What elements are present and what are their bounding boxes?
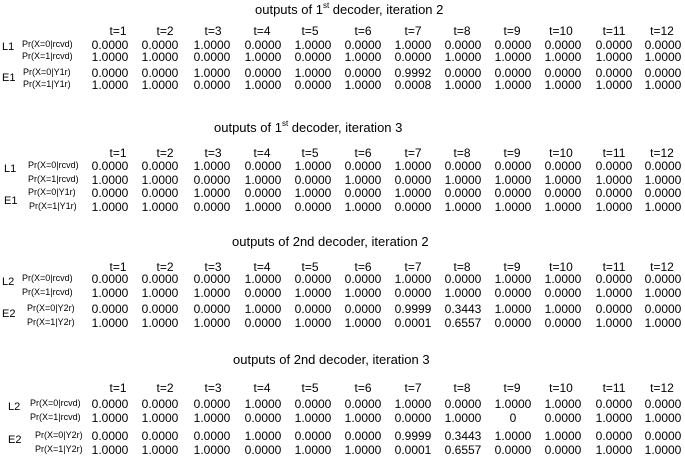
group-label: E2 xyxy=(2,308,16,320)
probability-value: 1.0000 xyxy=(244,200,282,214)
time-step-header: t=2 xyxy=(156,146,174,160)
probability-value: 0.0000 xyxy=(344,186,382,200)
time-step-header: t=8 xyxy=(453,381,471,395)
probability-value: 1.0000 xyxy=(544,50,582,64)
time-step-header: t=3 xyxy=(204,260,222,274)
probability-value: 0.0000 xyxy=(244,286,282,300)
section-title-superscript: st xyxy=(281,118,289,128)
time-step-header: t=2 xyxy=(156,260,174,274)
section-title-suffix: decoder, iteration 3 xyxy=(315,352,430,367)
probability-value: 1.0000 xyxy=(294,186,332,200)
row-label: Pr(X=1|Y2r) xyxy=(27,317,75,327)
probability-value: 1.0000 xyxy=(344,316,382,330)
time-step-header: t=6 xyxy=(354,260,372,274)
time-step-header: t=12 xyxy=(650,24,674,38)
probability-value: 1.0000 xyxy=(494,302,532,316)
probability-value: 0.0000 xyxy=(595,186,633,200)
probability-value: 1.0000 xyxy=(294,159,332,173)
probability-value: 1.0000 xyxy=(444,78,482,92)
probability-value: 1.0000 xyxy=(595,411,633,425)
probability-value: 0.0000 xyxy=(193,397,231,411)
time-step-header: t=1 xyxy=(109,146,127,160)
probability-value: 0.0000 xyxy=(91,429,129,443)
probability-value: 1.0000 xyxy=(294,286,332,300)
probability-value: 1.0000 xyxy=(494,272,532,286)
time-step-header: t=11 xyxy=(602,146,626,160)
section-title-prefix: outputs of 2nd xyxy=(232,234,315,249)
probability-value: 0.0000 xyxy=(595,429,633,443)
section-title-suffix: decoder, iteration 3 xyxy=(288,120,403,135)
probability-value: 0.0000 xyxy=(344,38,382,52)
probability-value: 1.0000 xyxy=(193,159,231,173)
time-step-header: t=9 xyxy=(503,146,521,160)
probability-value: 1.0000 xyxy=(644,411,682,425)
time-step-header: t=8 xyxy=(453,260,471,274)
time-step-header: t=7 xyxy=(404,381,422,395)
probability-value: 1.0000 xyxy=(294,66,332,80)
probability-value: 1.0000 xyxy=(244,173,282,187)
probability-value: 0.0000 xyxy=(294,429,332,443)
section-title xyxy=(233,352,430,367)
probability-value: 0.0001 xyxy=(394,443,432,457)
probability-value: 1.0000 xyxy=(544,397,582,411)
probability-value: 0.0000 xyxy=(644,159,682,173)
probability-value: 0.0000 xyxy=(244,316,282,330)
probability-value: 1.0000 xyxy=(494,200,532,214)
probability-value: 0.0000 xyxy=(494,286,532,300)
probability-value: 1.0000 xyxy=(193,38,231,52)
probability-value: 1.0000 xyxy=(644,200,682,214)
probability-value: 1.0000 xyxy=(344,78,382,92)
probability-value: 0.0000 xyxy=(494,159,532,173)
probability-value: 0.6557 xyxy=(444,316,482,330)
probability-value: 1.0000 xyxy=(494,429,532,443)
probability-value: 1.0000 xyxy=(244,302,282,316)
probability-value: 0.0000 xyxy=(494,38,532,52)
probability-value: 1.0000 xyxy=(394,38,432,52)
probability-value: 0.0000 xyxy=(244,411,282,425)
row-label: Pr(X=1|rcvd) xyxy=(22,51,73,61)
time-step-header: t=5 xyxy=(301,381,319,395)
time-step-header: t=5 xyxy=(301,24,319,38)
probability-value: 1.0000 xyxy=(494,78,532,92)
probability-value: 0.0000 xyxy=(544,411,582,425)
group-label: L1 xyxy=(2,41,15,53)
probability-value: 0.0000 xyxy=(294,78,332,92)
probability-value: 0.0000 xyxy=(644,272,682,286)
probability-value: 1.0000 xyxy=(344,443,382,457)
probability-value: 0.3443 xyxy=(444,302,482,316)
probability-value: 0.0000 xyxy=(595,302,633,316)
probability-value: 1.0000 xyxy=(444,411,482,425)
probability-value: 0.0000 xyxy=(244,66,282,80)
section-title xyxy=(214,120,402,135)
probability-value: 1.0000 xyxy=(494,50,532,64)
time-step-header: t=1 xyxy=(109,24,127,38)
probability-value: 1.0000 xyxy=(344,286,382,300)
probability-value: 0.0000 xyxy=(141,302,179,316)
probability-value: 0.0008 xyxy=(394,78,432,92)
probability-value: 0.0000 xyxy=(244,443,282,457)
probability-value: 1.0000 xyxy=(91,443,129,457)
probability-value: 0.0000 xyxy=(294,302,332,316)
time-step-header: t=1 xyxy=(109,381,127,395)
probability-value: 1.0000 xyxy=(595,443,633,457)
time-step-header: t=3 xyxy=(204,146,222,160)
row-label: Pr(X=1|Y2r) xyxy=(35,444,83,454)
probability-value: 1.0000 xyxy=(444,50,482,64)
probability-value: 1.0000 xyxy=(91,411,129,425)
section-title-suffix: decoder, iteration 2 xyxy=(329,2,444,17)
probability-value: 0.0000 xyxy=(394,411,432,425)
probability-value: 0.0000 xyxy=(544,443,582,457)
probability-value: 0.0000 xyxy=(344,429,382,443)
probability-value: 0.0000 xyxy=(644,429,682,443)
row-label: Pr(X=0|rcvd) xyxy=(22,39,73,49)
row-label: Pr(X=1|Y1r) xyxy=(23,79,71,89)
probability-value: 0.0000 xyxy=(344,272,382,286)
probability-value: 0.0000 xyxy=(294,397,332,411)
time-step-header: t=9 xyxy=(503,260,521,274)
time-step-header: t=11 xyxy=(602,260,626,274)
probability-value: 1.0000 xyxy=(91,316,129,330)
probability-value: 1.0000 xyxy=(244,429,282,443)
probability-value: 0.0000 xyxy=(294,50,332,64)
probability-value: 0.0000 xyxy=(595,159,633,173)
time-step-header: t=8 xyxy=(453,146,471,160)
probability-value: 1.0000 xyxy=(91,173,129,187)
probability-value: 0.0000 xyxy=(91,38,129,52)
section-title xyxy=(255,2,443,17)
probability-value: 0.3443 xyxy=(444,429,482,443)
probability-value: 1.0000 xyxy=(644,443,682,457)
probability-value: 0.0000 xyxy=(644,38,682,52)
probability-value: 0.0000 xyxy=(91,397,129,411)
probability-value: 0.0000 xyxy=(644,66,682,80)
time-step-header: t=12 xyxy=(650,260,674,274)
time-step-header: t=10 xyxy=(549,381,573,395)
probability-value: 0.0000 xyxy=(644,302,682,316)
probability-value: 0.0000 xyxy=(141,397,179,411)
row-label: Pr(X=0|rcvd) xyxy=(30,398,81,408)
probability-value: 1.0000 xyxy=(294,38,332,52)
probability-value: 0.0000 xyxy=(394,50,432,64)
probability-value: 1.0000 xyxy=(544,429,582,443)
probability-value: 1.0000 xyxy=(394,159,432,173)
probability-value: 0.9999 xyxy=(394,429,432,443)
probability-value: 0.9992 xyxy=(394,66,432,80)
probability-value: 0.0000 xyxy=(444,272,482,286)
row-label: Pr(X=0|Y2r) xyxy=(27,303,75,313)
time-step-header: t=6 xyxy=(354,381,372,395)
probability-value: 1.0000 xyxy=(595,200,633,214)
probability-value: 0.0000 xyxy=(544,186,582,200)
probability-value: 1.0000 xyxy=(595,50,633,64)
probability-value: 0.0000 xyxy=(494,66,532,80)
group-label: L2 xyxy=(2,276,15,288)
probability-value: 1.0000 xyxy=(644,78,682,92)
time-step-header: t=4 xyxy=(253,146,271,160)
group-label: L1 xyxy=(4,163,17,175)
probability-value: 1.0000 xyxy=(344,411,382,425)
probability-value: 1.0000 xyxy=(91,200,129,214)
probability-value: 0.0000 xyxy=(294,200,332,214)
probability-value: 1.0000 xyxy=(141,200,179,214)
time-step-header: t=7 xyxy=(404,24,422,38)
row-label: Pr(X=0|rcvd) xyxy=(22,273,73,283)
probability-value: 0.0000 xyxy=(141,66,179,80)
probability-value: 0.0000 xyxy=(394,173,432,187)
probability-value: 1.0000 xyxy=(444,200,482,214)
probability-value: 1.0000 xyxy=(193,186,231,200)
probability-value: 0.0000 xyxy=(294,173,332,187)
probability-value: 0.0000 xyxy=(494,316,532,330)
probability-value: 1.0000 xyxy=(544,78,582,92)
probability-value: 1.0000 xyxy=(141,316,179,330)
probability-value: 0.0000 xyxy=(141,38,179,52)
probability-value: 0.0000 xyxy=(193,272,231,286)
probability-value: 0.0000 xyxy=(193,302,231,316)
probability-value: 0.0000 xyxy=(141,186,179,200)
probability-value: 1.0000 xyxy=(595,286,633,300)
probability-value: 0 xyxy=(509,411,517,425)
probability-value: 1.0000 xyxy=(244,78,282,92)
probability-value: 1.0000 xyxy=(344,50,382,64)
probability-value: 0.0000 xyxy=(91,66,129,80)
time-step-header: t=7 xyxy=(404,146,422,160)
time-step-header: t=7 xyxy=(404,260,422,274)
probability-value: 1.0000 xyxy=(644,286,682,300)
probability-value: 1.0000 xyxy=(644,173,682,187)
probability-value: 0.0000 xyxy=(544,38,582,52)
time-step-header: t=2 xyxy=(156,381,174,395)
probability-value: 1.0000 xyxy=(344,200,382,214)
probability-value: 0.0000 xyxy=(544,159,582,173)
probability-value: 1.0000 xyxy=(644,50,682,64)
probability-value: 1.0000 xyxy=(141,78,179,92)
probability-value: 0.0000 xyxy=(444,66,482,80)
probability-value: 0.0000 xyxy=(193,173,231,187)
probability-value: 0.0000 xyxy=(91,186,129,200)
probability-value: 0.0000 xyxy=(595,397,633,411)
probability-value: 1.0000 xyxy=(595,78,633,92)
probability-value: 1.0000 xyxy=(544,200,582,214)
probability-value: 1.0000 xyxy=(595,316,633,330)
probability-value: 1.0000 xyxy=(244,272,282,286)
probability-value: 1.0000 xyxy=(141,173,179,187)
probability-value: 0.0000 xyxy=(244,159,282,173)
row-label: Pr(X=0|Y2r) xyxy=(35,430,83,440)
time-step-header: t=6 xyxy=(354,146,372,160)
probability-value: 1.0000 xyxy=(294,411,332,425)
probability-value: 0.0000 xyxy=(294,272,332,286)
section-title xyxy=(232,234,429,249)
probability-value: 1.0000 xyxy=(193,286,231,300)
row-label: Pr(X=1|rcvd) xyxy=(28,174,79,184)
probability-value: 1.0000 xyxy=(193,66,231,80)
probability-value: 1.0000 xyxy=(91,78,129,92)
time-step-header: t=11 xyxy=(602,24,626,38)
probability-value: 0.9999 xyxy=(394,302,432,316)
probability-value: 0.0000 xyxy=(141,272,179,286)
probability-value: 1.0000 xyxy=(344,173,382,187)
probability-value: 1.0000 xyxy=(91,286,129,300)
probability-value: 0.0000 xyxy=(544,286,582,300)
time-step-header: t=6 xyxy=(354,24,372,38)
probability-value: 1.0000 xyxy=(294,443,332,457)
probability-value: 1.0000 xyxy=(444,173,482,187)
time-step-header: t=3 xyxy=(204,24,222,38)
probability-value: 0.0000 xyxy=(595,38,633,52)
time-step-header: t=4 xyxy=(253,24,271,38)
probability-value: 0.0000 xyxy=(444,159,482,173)
probability-value: 0.0000 xyxy=(595,272,633,286)
row-label: Pr(X=0|rcvd) xyxy=(28,160,79,170)
group-label: E1 xyxy=(2,72,16,84)
row-label: Pr(X=1|rcvd) xyxy=(22,287,73,297)
probability-value: 1.0000 xyxy=(394,186,432,200)
probability-value: 1.0000 xyxy=(544,272,582,286)
decoder-output-section xyxy=(0,118,685,234)
probability-value: 0.0000 xyxy=(494,186,532,200)
time-step-header: t=1 xyxy=(109,260,127,274)
time-step-header: t=4 xyxy=(253,260,271,274)
row-label: Pr(X=0|Y1r) xyxy=(28,187,76,197)
probability-value: 1.0000 xyxy=(294,316,332,330)
probability-value: 0.0000 xyxy=(91,302,129,316)
probability-value: 1.0000 xyxy=(444,286,482,300)
probability-value: 1.0000 xyxy=(141,50,179,64)
probability-value: 0.0000 xyxy=(344,397,382,411)
group-label: E2 xyxy=(8,434,22,446)
probability-value: 1.0000 xyxy=(244,397,282,411)
probability-value: 0.0000 xyxy=(344,302,382,316)
section-title-prefix: outputs of 1 xyxy=(214,120,282,135)
probability-value: 0.0000 xyxy=(344,66,382,80)
decoder-output-section xyxy=(0,232,685,348)
probability-value: 1.0000 xyxy=(141,411,179,425)
time-step-header: t=9 xyxy=(503,24,521,38)
probability-value: 1.0000 xyxy=(595,173,633,187)
probability-value: 0.0000 xyxy=(644,186,682,200)
probability-value: 0.0000 xyxy=(494,443,532,457)
probability-value: 0.0000 xyxy=(544,66,582,80)
probability-value: 0.0000 xyxy=(444,38,482,52)
time-step-header: t=4 xyxy=(253,381,271,395)
group-label: E1 xyxy=(4,195,18,207)
probability-value: 1.0000 xyxy=(494,173,532,187)
section-title-superscript: st xyxy=(322,0,330,10)
time-step-header: t=12 xyxy=(650,146,674,160)
probability-value: 0.0000 xyxy=(193,429,231,443)
time-step-header: t=10 xyxy=(549,24,573,38)
probability-value: 1.0000 xyxy=(544,302,582,316)
probability-value: 1.0000 xyxy=(544,173,582,187)
probability-value: 0.0001 xyxy=(394,316,432,330)
decoder-output-section xyxy=(0,0,685,116)
probability-value: 0.0000 xyxy=(193,78,231,92)
decoder-output-section xyxy=(0,350,685,466)
row-label: Pr(X=0|Y1r) xyxy=(23,67,71,77)
probability-value: 1.0000 xyxy=(494,397,532,411)
probability-value: 0.0000 xyxy=(91,159,129,173)
probability-value: 1.0000 xyxy=(193,316,231,330)
probability-value: 1.0000 xyxy=(91,50,129,64)
probability-value: 0.0000 xyxy=(244,186,282,200)
section-title-prefix: outputs of 2nd xyxy=(233,352,316,367)
probability-value: 0.0000 xyxy=(394,200,432,214)
row-label: Pr(X=1|Y1r) xyxy=(29,201,77,211)
probability-value: 1.0000 xyxy=(244,50,282,64)
section-title-prefix: outputs of 1 xyxy=(255,2,323,17)
probability-value: 0.0000 xyxy=(193,200,231,214)
probability-value: 0.0000 xyxy=(444,186,482,200)
time-step-header: t=3 xyxy=(204,381,222,395)
probability-value: 1.0000 xyxy=(394,397,432,411)
group-label: L2 xyxy=(8,401,21,413)
probability-value: 1.0000 xyxy=(644,316,682,330)
time-step-header: t=9 xyxy=(503,381,521,395)
time-step-header: t=10 xyxy=(549,146,573,160)
section-title-suffix: decoder, iteration 2 xyxy=(314,234,429,249)
time-step-header: t=5 xyxy=(301,146,319,160)
probability-value: 0.0000 xyxy=(644,397,682,411)
time-step-header: t=5 xyxy=(301,260,319,274)
time-step-header: t=2 xyxy=(156,24,174,38)
probability-value: 0.0000 xyxy=(344,159,382,173)
probability-value: 0.0000 xyxy=(244,38,282,52)
probability-value: 0.0000 xyxy=(544,316,582,330)
time-step-header: t=12 xyxy=(650,381,674,395)
probability-value: 0.0000 xyxy=(444,397,482,411)
row-label: Pr(X=1|rcvd) xyxy=(30,412,81,422)
probability-value: 1.0000 xyxy=(193,443,231,457)
probability-value: 1.0000 xyxy=(193,411,231,425)
time-step-header: t=8 xyxy=(453,24,471,38)
time-step-header: t=11 xyxy=(602,381,626,395)
probability-value: 0.0000 xyxy=(193,50,231,64)
probability-value: 0.0000 xyxy=(394,286,432,300)
probability-value: 0.0000 xyxy=(595,66,633,80)
probability-value: 0.6557 xyxy=(444,443,482,457)
probability-value: 0.0000 xyxy=(141,159,179,173)
probability-value: 0.0000 xyxy=(91,272,129,286)
probability-value: 1.0000 xyxy=(141,286,179,300)
time-step-header: t=10 xyxy=(549,260,573,274)
probability-value: 1.0000 xyxy=(394,272,432,286)
probability-value: 0.0000 xyxy=(141,429,179,443)
probability-value: 1.0000 xyxy=(141,443,179,457)
